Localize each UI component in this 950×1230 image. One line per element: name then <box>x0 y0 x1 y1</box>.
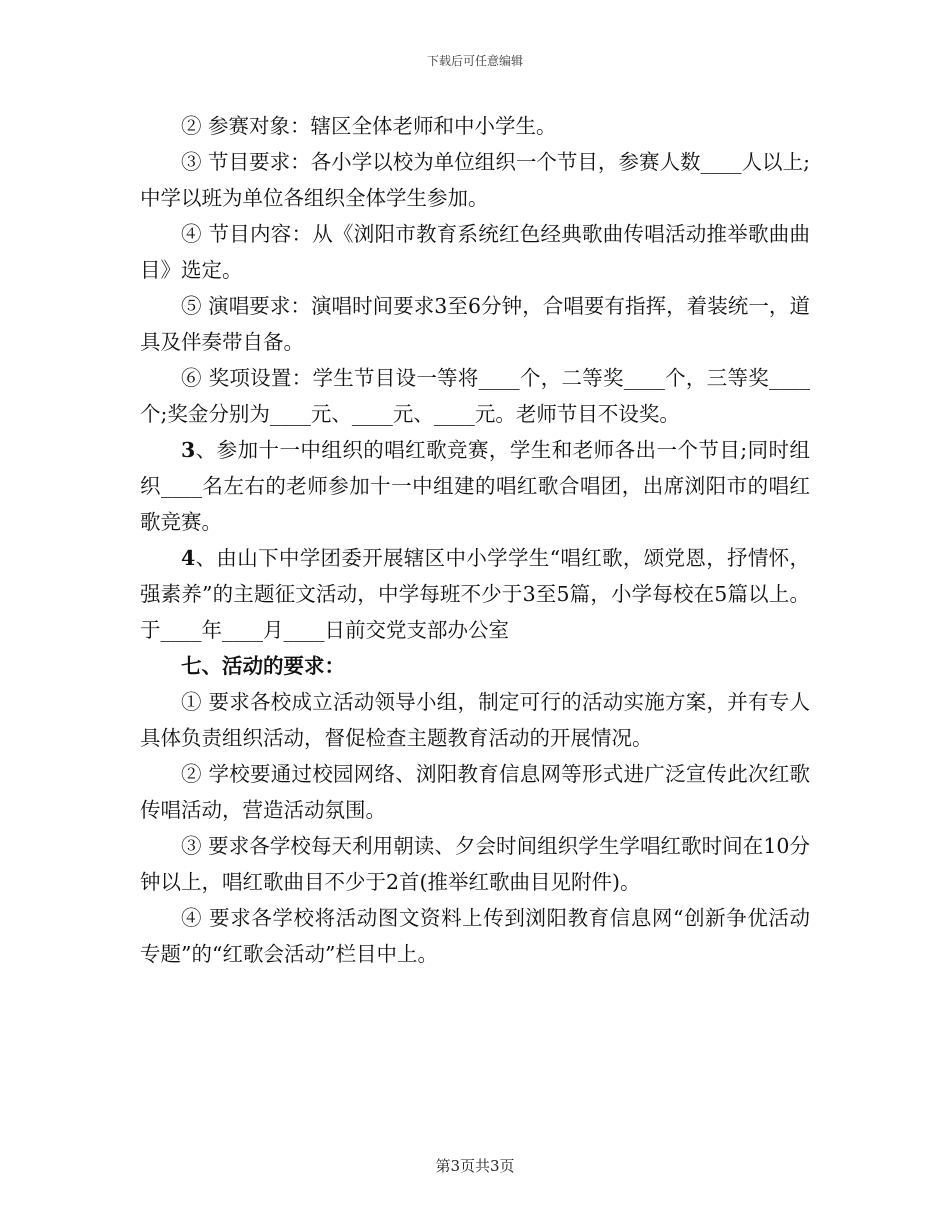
paragraph-awards: ⑥ 奖项设置：学生节目设一等将____个，二等奖____个，三等奖____个;奖金分别为____元、____元、____元。老师节目不设奖。 <box>140 366 810 426</box>
page-header: 下载后可任意编辑 <box>426 54 523 68</box>
paragraph-item-3: 3、参加十一中组织的唱红歌竞赛，学生和老师各出一个节目;同时组织____名左右的老师参加十一中组建的唱红歌合唱团，出席浏阳市的唱红歌竞赛。 <box>140 438 810 534</box>
paragraph-requirement-4: ④ 要求各学校将活动图文资料上传到浏阳教育信息网“创新争优活动专题”的“红歌会活动”栏目中上。 <box>140 906 810 966</box>
item-number-3: 3 <box>181 438 196 462</box>
paragraph-requirement-3: ③ 要求各学校每天利用朝读、夕会时间组织学生学唱红歌时间在10分钟以上，唱红歌曲目不少于2首(推举红歌曲目见附件)。 <box>140 834 810 894</box>
paragraph-singing-requirements: ⑤ 演唱要求：演唱时间要求3至6分钟，合唱要有指挥，着装统一，道具及伴奏带自备。 <box>140 294 810 354</box>
paragraph-program-content: ④ 节目内容：从《浏阳市教育系统红色经典歌曲传唱活动推举歌曲曲目》选定。 <box>140 222 810 282</box>
paragraph-requirement-2: ② 学校要通过校园网络、浏阳教育信息网等形式进广泛宣传此次红歌传唱活动，营造活动氛围。 <box>140 762 810 822</box>
page-footer: 第3页共3页 <box>435 1157 515 1175</box>
paragraph-item-4: 4、由山下中学团委开展辖区中小学学生“唱红歌，颂党恩，抒情怀，强素养”的主题征文活动，中学每班不少于3至5篇，小学每校在5篇以上。于____年____月____日前交党支部办公室 <box>140 546 810 642</box>
item-number-4: 4 <box>181 546 196 570</box>
paragraph-program-requirements: ③ 节目要求：各小学以校为单位组织一个节目，参赛人数____人以上;中学以班为单位各组织全体学生参加。 <box>140 150 810 210</box>
paragraph-participants: ② 参赛对象：辖区全体老师和中小学生。 <box>181 114 557 138</box>
paragraph-requirement-1: ① 要求各校成立活动领导小组，制定可行的活动实施方案，并有专人具体负责组织活动，督促检查主题教育活动的开展情况。 <box>140 690 810 750</box>
document-body <box>140 108 810 972</box>
section-heading-requirements: 七、活动的要求： <box>181 654 345 678</box>
